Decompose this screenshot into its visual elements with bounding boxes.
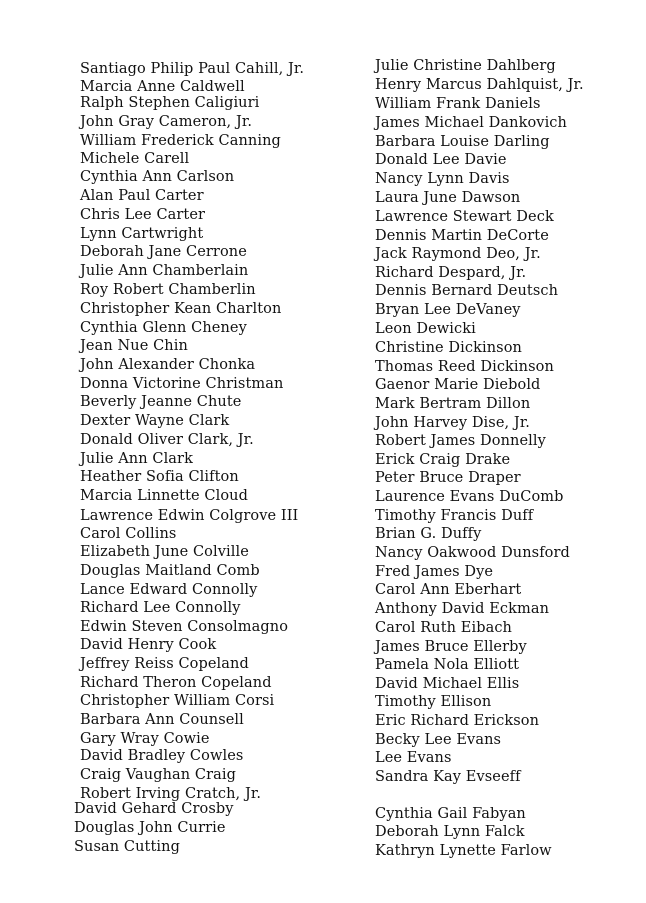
right-entry: Carol Ruth Eibach: [375, 620, 512, 636]
right-entry: Nancy Oakwood Dunsford: [375, 545, 570, 561]
left-entry: Heather Sofia Clifton: [80, 469, 239, 485]
left-entry: Richard Theron Copeland: [80, 675, 272, 691]
left-entry: Alan Paul Carter: [80, 188, 204, 204]
right-entry: Lee Evans: [375, 750, 452, 766]
right-entry: Fred James Dye: [375, 564, 494, 580]
right-entry: John Harvey Dise, Jr.: [375, 415, 530, 431]
right-entry: Julie Christine Dahlberg: [375, 58, 556, 74]
left-entry: Craig Vaughan Craig: [80, 767, 237, 783]
left-entry: Lawrence Edwin Colgrove III: [80, 508, 299, 524]
right-entry: Barbara Louise Darling: [375, 134, 550, 150]
right-entry: Timothy Ellison: [375, 694, 492, 710]
left-entry: David Bradley Cowles: [80, 748, 244, 764]
left-entry: Dexter Wayne Clark: [80, 413, 230, 429]
right-entry: Sandra Kay Evseeff: [375, 769, 521, 785]
right-entry: Kathryn Lynette Farlow: [375, 843, 552, 859]
right-entry: Nancy Lynn Davis: [375, 171, 510, 187]
right-entry: Bryan Lee DeVaney: [375, 302, 521, 318]
left-entry: Edwin Steven Consolmagno: [80, 619, 289, 635]
left-entry: Gary Wray Cowie: [80, 731, 210, 747]
left-entry: Elizabeth June Colville: [80, 544, 249, 560]
left-entry: Santiago Philip Paul Cahill, Jr.: [80, 61, 305, 77]
left-entry: Donna Victorine Christman: [80, 376, 284, 392]
left-entry: Douglas Maitland Comb: [80, 563, 260, 579]
right-entry: Leon Dewicki: [375, 321, 476, 337]
left-entry: Donald Oliver Clark, Jr.: [80, 432, 254, 448]
right-entry: Thomas Reed Dickinson: [375, 359, 554, 375]
left-entry: Chris Lee Carter: [80, 207, 206, 223]
right-entry: Henry Marcus Dahlquist, Jr.: [375, 77, 584, 93]
left-entry: Michele Carell: [80, 151, 190, 167]
left-entry: Lynn Cartwright: [80, 226, 204, 242]
left-entry: John Alexander Chonka: [80, 357, 256, 373]
right-entry: Pamela Nola Elliott: [375, 657, 520, 673]
right-entry: David Michael Ellis: [375, 676, 520, 692]
right-entry: Laurence Evans DuComb: [375, 489, 564, 505]
left-entry: Ralph Stephen Caligiuri: [80, 95, 260, 111]
right-entry: Dennis Martin DeCorte: [375, 228, 549, 244]
left-entry: Jean Nue Chin: [80, 338, 188, 354]
left-entry: Roy Robert Chamberlin: [80, 282, 256, 298]
right-entry: Gaenor Marie Diebold: [375, 377, 541, 393]
left-entry: David Gehard Crosby: [74, 801, 234, 817]
right-entry: Richard Despard, Jr.: [375, 265, 527, 281]
left-entry: Beverly Jeanne Chute: [80, 394, 242, 410]
left-entry: Cynthia Glenn Cheney: [80, 320, 247, 336]
left-entry: Julie Ann Clark: [80, 451, 193, 467]
right-entry: Donald Lee Davie: [375, 152, 507, 168]
right-entry: Becky Lee Evans: [375, 732, 502, 748]
left-entry: Marcia Linnette Cloud: [80, 488, 248, 504]
left-entry: Deborah Jane Cerrone: [80, 244, 247, 260]
left-entry: Richard Lee Connolly: [80, 600, 241, 616]
right-entry: Eric Richard Erickson: [375, 713, 540, 729]
right-entry: James Michael Dankovich: [375, 115, 567, 131]
right-entry: Jack Raymond Deo, Jr.: [375, 246, 541, 262]
right-entry: Carol Ann Eberhart: [375, 582, 522, 598]
left-entry: Julie Ann Chamberlain: [80, 263, 249, 279]
left-entry: Jeffrey Reiss Copeland: [80, 656, 249, 672]
left-entry: Christopher Kean Charlton: [80, 301, 282, 317]
right-entry: Timothy Francis Duff: [375, 508, 534, 524]
left-entry: Christopher William Corsi: [80, 693, 275, 709]
right-entry: Cynthia Gail Fabyan: [375, 806, 526, 822]
left-entry: William Frederick Canning: [80, 133, 281, 149]
right-entry: Peter Bruce Draper: [375, 470, 521, 486]
right-entry: Brian G. Duffy: [375, 526, 482, 542]
left-entry: Barbara Ann Counsell: [80, 712, 244, 728]
left-entry: John Gray Cameron, Jr.: [80, 114, 253, 130]
right-entry: Robert James Donnelly: [375, 433, 546, 449]
right-entry: Dennis Bernard Deutsch: [375, 283, 559, 299]
left-entry: Douglas John Currie: [74, 820, 226, 836]
right-entry: Laura June Dawson: [375, 190, 521, 206]
right-entry: Mark Bertram Dillon: [375, 396, 531, 412]
right-entry: Erick Craig Drake: [375, 452, 511, 468]
left-entry: Carol Collins: [80, 526, 177, 542]
right-entry: Deborah Lynn Falck: [375, 824, 525, 840]
right-entry: Anthony David Eckman: [375, 601, 550, 617]
left-entry: Robert Irving Cratch, Jr.: [80, 786, 262, 802]
right-entry: William Frank Daniels: [375, 96, 541, 112]
left-entry: Cynthia Ann Carlson: [80, 169, 235, 185]
left-entry: Marcia Anne Caldwell: [80, 79, 245, 95]
right-entry: Christine Dickinson: [375, 340, 522, 356]
left-entry: David Henry Cook: [80, 637, 217, 653]
left-entry: Lance Edward Connolly: [80, 582, 258, 598]
right-entry: James Bruce Ellerby: [375, 639, 527, 655]
right-entry: Lawrence Stewart Deck: [375, 209, 554, 225]
left-entry: Susan Cutting: [74, 839, 180, 855]
